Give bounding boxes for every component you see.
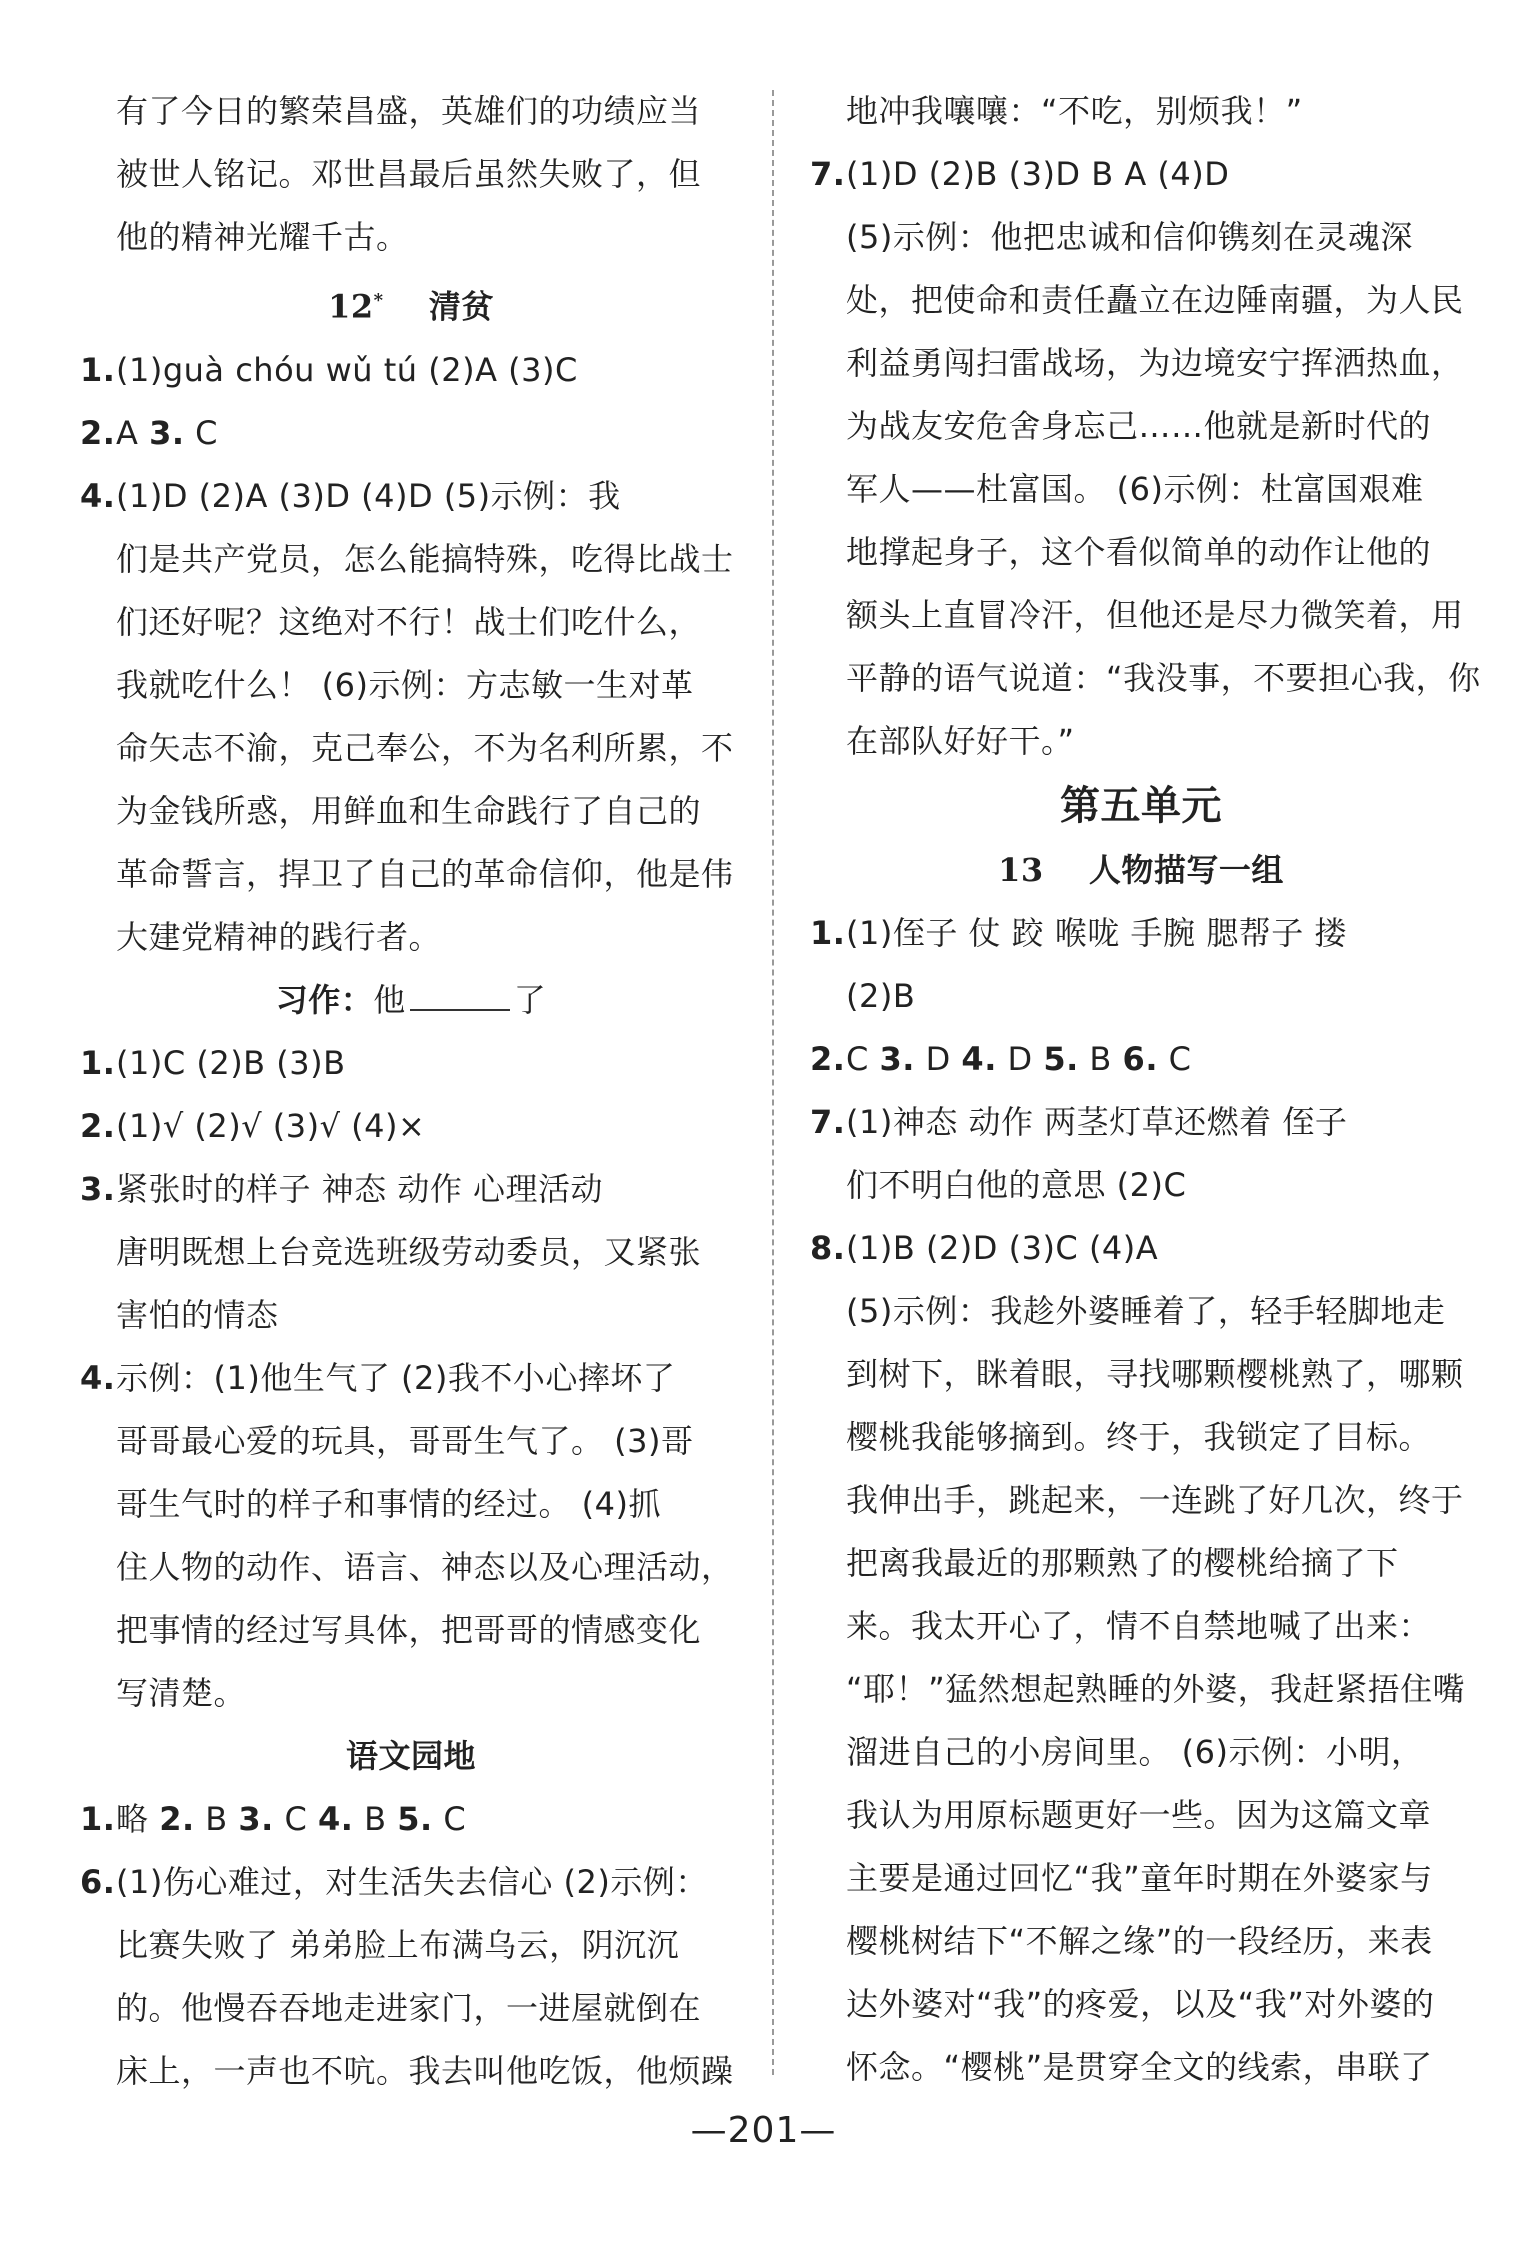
answer-line: 我就吃什么！ (6)示例：方志敏一生对革 bbox=[116, 665, 694, 704]
question-number: 3. bbox=[879, 1040, 915, 1078]
question-number: 4. bbox=[961, 1040, 997, 1078]
answer-text: B bbox=[1089, 1040, 1112, 1078]
answer-line: (5)示例：他把忠诚和信仰镌刻在灵魂深 bbox=[846, 218, 1413, 256]
answer-line: 紧张时的样子 神态 动作 心理活动 bbox=[116, 1169, 604, 1208]
answer-line: 住人物的动作、语言、神态以及心理活动， bbox=[116, 1547, 734, 1586]
writing-heading bbox=[80, 969, 742, 1032]
answer-line: 樱桃树结下“不解之缘”的一段经历，来表 bbox=[846, 1922, 1433, 1960]
lesson-12-heading bbox=[80, 269, 742, 339]
answer-line: 比赛失败了 弟弟脸上布满乌云，阴沉沉 bbox=[116, 1925, 680, 1964]
answer-text: B bbox=[205, 1799, 228, 1838]
answer-line: (1)神态 动作 两茎灯草还燃着 侄子 bbox=[846, 1103, 1348, 1141]
optional-star: * bbox=[373, 290, 384, 311]
writing-title-mid: 他 bbox=[373, 980, 406, 1019]
question-number: 1. bbox=[80, 1799, 116, 1838]
question-1 bbox=[810, 902, 1472, 965]
answer-line: 溜进自己的小房间里。 (6)示例：小明， bbox=[846, 1733, 1424, 1771]
answer-line: 怀念。“樱桃”是贯穿全文的线索，串联了 bbox=[846, 2048, 1433, 2086]
answer-line: 利益勇闯扫雷战场，为边境安宁挥洒热血， bbox=[846, 344, 1464, 382]
question-6 bbox=[80, 1851, 742, 1914]
answer-line: 革命誓言，捍卫了自己的革命信仰，他是伟 bbox=[116, 854, 734, 893]
lesson-title: 人物描写一组 bbox=[1088, 851, 1284, 889]
question-7 bbox=[810, 1091, 1472, 1154]
answer-line: 唐明既想上台竞选班级劳动委员，又紧张 bbox=[116, 1232, 702, 1271]
answer-text: B bbox=[364, 1799, 387, 1838]
intro-line: 地冲我嚷嚷：“不吃，别烦我！” bbox=[846, 92, 1303, 130]
question-1 bbox=[80, 339, 742, 402]
answer-text: (1)C (2)B (3)B bbox=[116, 1043, 346, 1082]
question-2-3 bbox=[80, 402, 742, 465]
answer-line: 示例：(1)他生气了 (2)我不小心摔坏了 bbox=[116, 1358, 676, 1397]
question-number: 3. bbox=[149, 413, 185, 452]
column-divider bbox=[772, 90, 774, 2075]
question-7 bbox=[810, 143, 1472, 206]
intro-line: 被世人铭记。邓世昌最后虽然失败了，但 bbox=[116, 155, 702, 193]
answer-text: C bbox=[284, 1799, 308, 1838]
question-3 bbox=[80, 1158, 742, 1221]
answer-line: 在部队好好干。” bbox=[846, 722, 1075, 760]
question-number: 2. bbox=[80, 1106, 116, 1145]
writing-title-suffix: 了 bbox=[513, 980, 547, 1019]
answer-line: 到树下，眯着眼，寻找哪颗樱桃熟了，哪颗 bbox=[846, 1355, 1464, 1393]
answer-line: 来。我太开心了，情不自禁地喊了出来： bbox=[846, 1607, 1432, 1645]
answer-line: (1)伤心难过，对生活失去信心 (2)示例： bbox=[116, 1862, 708, 1901]
lesson-13-heading bbox=[810, 839, 1472, 902]
answer-text: C bbox=[1168, 1040, 1192, 1078]
answer-line: (1)B (2)D (3)C (4)A bbox=[846, 1229, 1159, 1267]
question-8 bbox=[810, 1217, 1472, 1280]
answer-line: 军人——杜富国。 (6)示例：杜富国艰难 bbox=[846, 470, 1424, 508]
question-number: 1. bbox=[80, 1043, 116, 1082]
questions-1-5 bbox=[80, 1788, 742, 1851]
question-number: 7. bbox=[810, 155, 846, 193]
question-number: 3. bbox=[238, 1799, 274, 1838]
answer-line: 樱桃我能够摘到。终于，我锁定了目标。 bbox=[846, 1418, 1432, 1456]
question-number: 5. bbox=[1043, 1040, 1079, 1078]
answer-line: 把离我最近的那颗熟了的樱桃给摘了下 bbox=[846, 1544, 1399, 1582]
answer-line: 把事情的经过写具体，把哥哥的情感变化 bbox=[116, 1610, 702, 1649]
garden-heading: 语文园地 bbox=[345, 1736, 476, 1775]
answer-line: 命矢志不渝，克己奉公，不为名利所累，不 bbox=[116, 728, 734, 767]
question-1 bbox=[80, 1032, 742, 1095]
question-number: 2. bbox=[810, 1040, 846, 1078]
lesson-number: 12 bbox=[328, 287, 374, 326]
question-number: 2. bbox=[159, 1799, 195, 1838]
answer-line: 们不明白他的意思 (2)C bbox=[846, 1166, 1187, 1204]
answer-text: C bbox=[195, 413, 218, 452]
answer-line: 写清楚。 bbox=[116, 1673, 247, 1712]
answer-line: 害怕的情态 bbox=[116, 1295, 279, 1334]
answer-line: 们是共产党员，怎么能搞特殊，吃得比战士 bbox=[116, 539, 734, 578]
answer-line: 我伸出手，跳起来，一连跳了好几次，终于 bbox=[846, 1481, 1464, 1519]
answer-line: (1)D (2)B (3)D B A (4)D bbox=[846, 155, 1230, 193]
answer-line: 床上，一声也不吭。我去叫他吃饭，他烦躁 bbox=[116, 2051, 734, 2090]
question-number: 1. bbox=[810, 914, 846, 952]
answer-text: D bbox=[925, 1040, 951, 1078]
question-number: 4. bbox=[80, 476, 116, 515]
answer-line: 哥哥最心爱的玩具，哥哥生气了。 (3)哥 bbox=[116, 1421, 694, 1460]
questions-2-6 bbox=[810, 1028, 1472, 1091]
answer-line: 们还好呢？这绝对不行！战士们吃什么， bbox=[116, 602, 702, 641]
answer-line: “耶！”猛然想起熟睡的外婆，我赶紧捂住嘴 bbox=[846, 1670, 1466, 1708]
answer-line: 平静的语气说道：“我没事，不要担心我，你 bbox=[846, 659, 1481, 697]
lesson-title: 清贫 bbox=[428, 287, 494, 326]
answer-line: 处，把使命和责任矗立在边陲南疆，为人民 bbox=[846, 281, 1464, 319]
question-number: 1. bbox=[80, 350, 116, 389]
answer-text: (1)√ (2)√ (3)√ (4)× bbox=[116, 1106, 426, 1145]
answer-text: 略 bbox=[116, 1799, 149, 1838]
answer-text: D bbox=[1007, 1040, 1033, 1078]
question-number: 7. bbox=[810, 1103, 846, 1141]
answer-line: 地撑起身子，这个看似简单的动作让他的 bbox=[846, 533, 1432, 571]
answer-line: (1)D (2)A (3)D (4)D (5)示例：我 bbox=[116, 476, 621, 515]
answer-line: 为金钱所惑，用鲜血和生命践行了自己的 bbox=[116, 791, 702, 830]
unit-5-heading: 第五单元 bbox=[1060, 782, 1222, 829]
left-column bbox=[80, 80, 742, 2103]
answer-line: 达外婆对“我”的疼爱，以及“我”对外婆的 bbox=[846, 1985, 1435, 2023]
answer-line: 的。他慢吞吞地走进家门，一进屋就倒在 bbox=[116, 1988, 702, 2027]
question-number: 2. bbox=[80, 413, 116, 452]
question-number: 4. bbox=[80, 1358, 116, 1397]
question-number: 6. bbox=[1122, 1040, 1158, 1078]
question-number: 3. bbox=[80, 1169, 116, 1208]
right-column bbox=[810, 80, 1481, 2099]
question-number: 6. bbox=[80, 1862, 116, 1901]
lesson-number: 13 bbox=[998, 851, 1044, 889]
question-4 bbox=[80, 1347, 742, 1410]
intro-line: 有了今日的繁荣昌盛，英雄们的功绩应当 bbox=[116, 92, 702, 130]
fill-blank bbox=[410, 981, 510, 1011]
intro-line: 他的精神光耀千古。 bbox=[116, 218, 409, 256]
answer-line: 大建党精神的践行者。 bbox=[116, 917, 442, 956]
answer-line: (5)示例：我趁外婆睡着了，轻手轻脚地走 bbox=[846, 1292, 1446, 1330]
question-number: 5. bbox=[397, 1799, 433, 1838]
writing-title-prefix: 习作： bbox=[275, 980, 374, 1019]
answer-line: 为战友安危舍身忘己……他就是新时代的 bbox=[846, 407, 1432, 445]
answer-text: C bbox=[443, 1799, 467, 1838]
answer-line: (2)B bbox=[846, 977, 916, 1015]
question-number: 8. bbox=[810, 1229, 846, 1267]
question-4 bbox=[80, 465, 742, 528]
answer-text: A bbox=[116, 413, 139, 452]
answer-line: 主要是通过回忆“我”童年时期在外婆家与 bbox=[846, 1859, 1433, 1897]
page-number: —201— bbox=[690, 2110, 837, 2151]
answer-text: (1)guà chóu wǔ tú (2)A (3)C bbox=[116, 350, 578, 389]
answer-line: 额头上直冒冷汗，但他还是尽力微笑着，用 bbox=[846, 596, 1464, 634]
answer-line: 哥生气时的样子和事情的经过。 (4)抓 bbox=[116, 1484, 662, 1523]
question-2 bbox=[80, 1095, 742, 1158]
answer-line: 我认为用原标题更好一些。因为这篇文章 bbox=[846, 1796, 1432, 1834]
answer-line: (1)侄子 仗 跤 喉咙 手腕 腮帮子 搂 bbox=[846, 914, 1347, 952]
answer-text: C bbox=[846, 1040, 869, 1078]
question-number: 4. bbox=[318, 1799, 354, 1838]
